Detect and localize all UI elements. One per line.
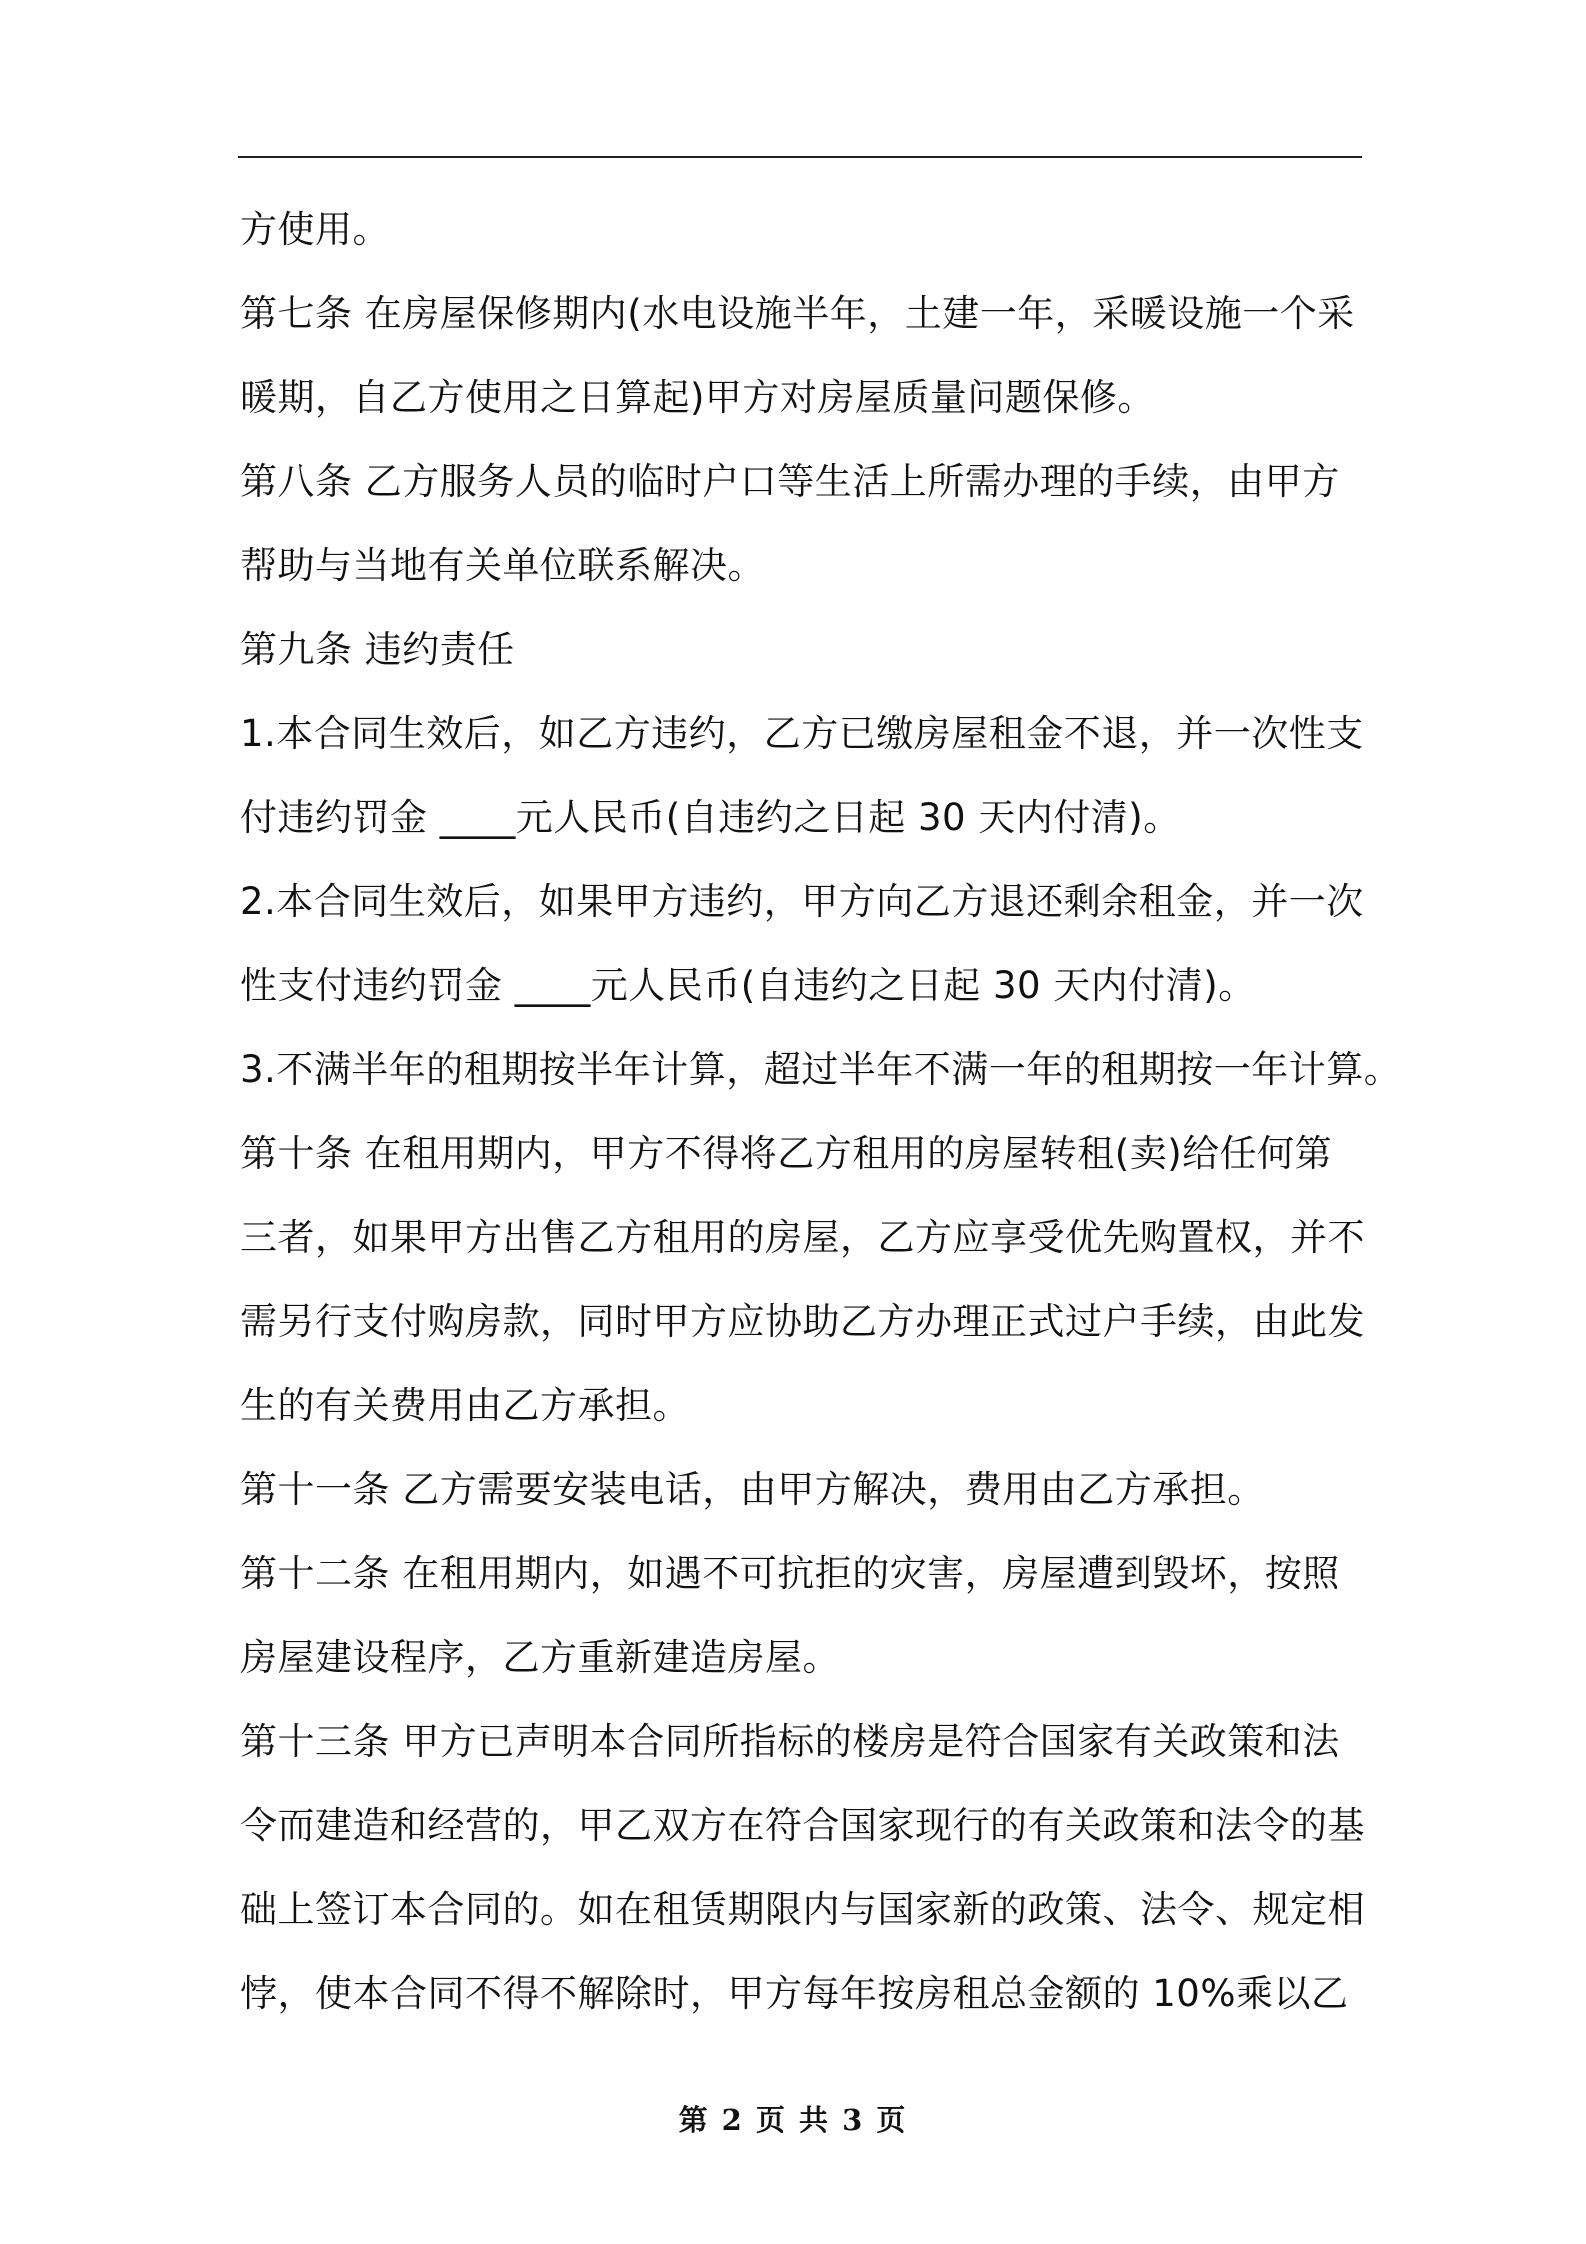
text-line: 悖，使本合同不得不解除时，甲方每年按房租总金额的 10%乘以乙 — [240, 1972, 1349, 2015]
text-line: 第十条 在租用期内，甲方不得将乙方租用的房屋转租(卖)给任何第 — [240, 1132, 1333, 1175]
text-line: 1.本合同生效后，如乙方违约，乙方已缴房屋租金不退，并一次性支 — [240, 712, 1364, 755]
text-line: 需另行支付购房款，同时甲方应协助乙方办理正式过户手续，由此发 — [240, 1300, 1365, 1343]
text-line: 2.本合同生效后，如果甲方违约，甲方向乙方退还剩余租金，并一次 — [240, 880, 1364, 923]
text-line: 础上签订本合同的。如在租赁期限内与国家新的政策、法令、规定相 — [240, 1888, 1365, 1931]
text-line: 方使用。 — [240, 208, 390, 251]
text-line: 第十一条 乙方需要安装电话，由甲方解决，费用由乙方承担。 — [240, 1468, 1265, 1511]
text-line: 暖期，自乙方使用之日算起)甲方对房屋质量问题保修。 — [240, 376, 1155, 419]
text-line: 三者，如果甲方出售乙方租用的房屋，乙方应享受优先购置权，并不 — [240, 1216, 1365, 1259]
text-line: 第十三条 甲方已声明本合同所指标的楼房是符合国家有关政策和法 — [240, 1720, 1340, 1763]
text-line: 帮助与当地有关单位联系解决。 — [240, 544, 765, 587]
text-line: 3.不满半年的租期按半年计算，超过半年不满一年的租期按一年计算。 — [240, 1048, 1402, 1091]
text-line: 第十二条 在租用期内，如遇不可抗拒的灾害，房屋遭到毁坏，按照 — [240, 1552, 1340, 1595]
text-line: 第八条 乙方服务人员的临时户口等生活上所需办理的手续，由甲方 — [240, 460, 1340, 503]
text-line: 令而建造和经营的，甲乙双方在符合国家现行的有关政策和法令的基 — [240, 1804, 1365, 1847]
text-line: 第七条 在房屋保修期内(水电设施半年，土建一年，采暖设施一个采 — [240, 292, 1355, 335]
header-rule — [238, 156, 1362, 158]
document-body — [240, 196, 1402, 2044]
text-line: 性支付违约罚金 ____元人民币(自违约之日起 30 天内付清)。 — [240, 964, 1256, 1007]
text-line: 生的有关费用由乙方承担。 — [240, 1384, 690, 1427]
text-line: 第九条 违约责任 — [240, 628, 515, 671]
text-line: 付违约罚金 ____元人民币(自违约之日起 30 天内付清)。 — [240, 796, 1181, 839]
text-line: 房屋建设程序，乙方重新建造房屋。 — [240, 1636, 840, 1679]
page-number-footer: 第 2 页 共 3 页 — [678, 2103, 908, 2137]
